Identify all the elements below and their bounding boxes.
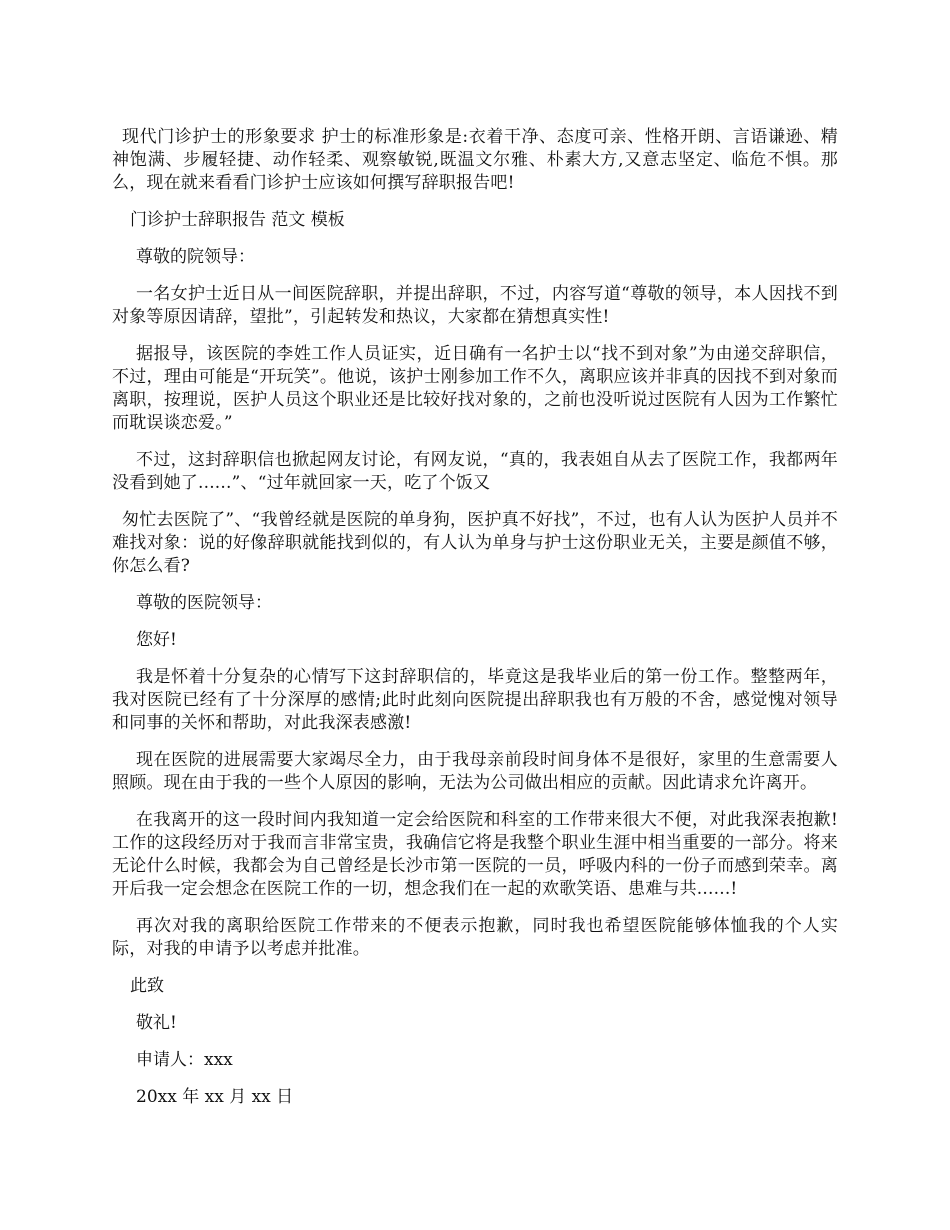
document-page xyxy=(112,126,838,1123)
body-paragraph-7: 在我离开的这一段时间内我知道一定会给医院和科室的工作带来很大不便，对此我深表抱歉!工作的这段经历对于我而言非常宝贵，我确信它将是我整个职业生涯中相当重要的一部分。将来无论什么时候，我都会为自己曾经是长沙市第一医院的一员，呼吸内科的一份子而感到荣幸。离开后我一定会想念在医院工作的一切，想念我们在一起的欢歌笑语、患难与共......! xyxy=(112,810,838,899)
intro-paragraph: 现代门诊护士的形象要求 护士的标准形象是:衣着干净、态度可亲、性格开朗、言语谦逊、精神饱满、步履轻捷、动作轻柔、观察敏锐,既温文尔雅、朴素大方,又意志坚定、临危不惧。那么，现在就来看看门诊护士应该如何撰写辞职报告吧! xyxy=(112,127,838,193)
body-paragraph-5: 我是怀着十分复杂的心情写下这封辞职信的，毕竟这是我毕业后的第一份工作。整整两年，我对医院已经有了十分深厚的感情;此时此刻向医院提出辞职我也有万般的不舍，感觉愧对领导和同事的关怀和帮助，对此我深表感激! xyxy=(112,667,838,733)
body-paragraph-4: 匆忙去医院了”、“我曾经就是医院的单身狗，医护真不好找”，不过，也有人认为医护人员并不难找对象：说的好像辞职就能找到似的，有人认为单身与护士这份职业无关，主要是颜值不够，你怎么看? xyxy=(112,510,838,576)
salutation-second: 尊敬的医院领导： xyxy=(136,593,272,613)
body-paragraph-6: 现在医院的进展需要大家竭尽全力，由于我母亲前段时间身体不是很好，家里的生意需要人照顾。现在由于我的一些个人原因的影响，无法为公司做出相应的贡献。因此请求允许离开。 xyxy=(112,750,838,793)
body-paragraph-1: 一名女护士近日从一间医院辞职，并提出辞职，不过，内容写道“尊敬的领导，本人因找不到对象等原因请辞，望批”，引起转发和热议，大家都在猜想真实性! xyxy=(112,284,838,327)
body-paragraph-2: 据报导，该医院的李姓工作人员证实，近日确有一名护士以“找不到对象”为由递交辞职信，不过，理由可能是“开玩笑”。他说，该护士刚参加工作不久，离职应该并非真的因找不到对象而离职，按理说，医护人员这个职业还是比较好找对象的，之前也没听说过医院有人因为工作繁忙而耽误谈恋爱。” xyxy=(112,344,838,433)
body-paragraph-3: 不过，这封辞职信也掀起网友讨论，有网友说，“真的，我表姐自从去了医院工作，我都两年没看到她了......”、“过年就回家一天，吃了个饭又 xyxy=(112,450,838,493)
closing-line-1: 此致 xyxy=(130,976,164,996)
salutation-first: 尊敬的院领导： xyxy=(136,247,255,267)
closing-line-2: 敬礼! xyxy=(136,1013,177,1033)
date-line: 20xx 年 xx 月 xx 日 xyxy=(136,1087,294,1107)
body-paragraph-8: 再次对我的离职给医院工作带来的不便表示抱歉，同时我也希望医院能够体恤我的个人实际，对我的申请予以考虑并批准。 xyxy=(112,916,838,959)
greeting: 您好! xyxy=(136,630,177,650)
document-heading: 门诊护士辞职报告 范文 模板 xyxy=(130,210,345,230)
applicant-line: 申请人：xxx xyxy=(136,1050,233,1070)
